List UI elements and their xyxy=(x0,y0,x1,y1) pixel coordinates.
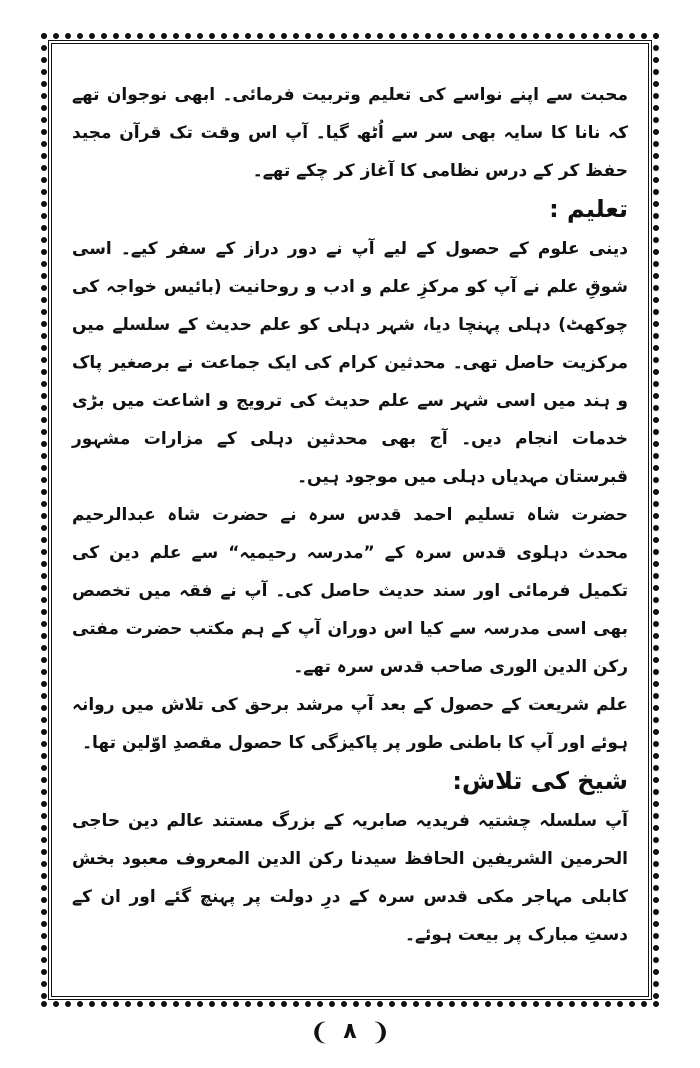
ornament-left-icon: ❨ xyxy=(370,1018,391,1046)
page-number xyxy=(0,1012,700,1052)
paragraph-sheikh: آپ سلسلہ چشتیہ فریدیہ صابریہ کے بزرگ مستند عالم دین حاجی الحرمین الشریفین الحافظ سیدنا رکن الدین المعروف معبود بخش کابلی مہاجر مکی قدس سرہ کے درِ دولت پر پہنچ گئے اور ان کے دستِ مبارک پر بیعت ہوئے۔ xyxy=(72,811,628,945)
page-content xyxy=(72,76,628,982)
ornament-right-icon: ❩ xyxy=(309,1018,330,1046)
heading-education: تعلیم : xyxy=(549,195,628,223)
paragraph-intro: محبت سے اپنے نواسے کی تعلیم وتربیت فرمائی۔ ابھی نوجوان تھے کہ نانا کا سایہ بھی سر سے اُٹھ گیا۔ آپ اس وقت تک قرآن مجید حفظ کر کے درس نظامی کا آغاز کر چکے تھے۔ xyxy=(72,85,628,181)
paragraph-education-2: حضرت شاہ تسلیم احمد قدس سرہ نے حضرت شاہ عبدالرحیم محدث دہلوی قدس سرہ کے ”مدرسہ رحیمیہ“ سے علم دین کی تکمیل فرمائی اور سند حدیث حاصل کی۔ آپ نے فقہ میں تخصص بھی اسی مدرسہ سے کیا اس دوران آپ کے ہم مکتب حضرت مفتی رکن الدین الوری صاحب قدس سرہ تھے۔ xyxy=(72,505,628,677)
page-number-value: ۸ xyxy=(343,1019,357,1044)
heading-search-for-sheikh: شیخ کی تلاش: xyxy=(452,767,628,795)
paragraph-education-1: دینی علوم کے حصول کے لیے آپ نے دور دراز کے سفر کیے۔ اسی شوقِ علم نے آپ کو مرکزِ علم و ادب و روحانیت (بائیس خواجہ کی چوکھٹ) دہلی پہنچا دیا، شہر دہلی کو علم حدیث کے سلسلے میں مرکزیت حاصل تھی۔ محدثین کرام کی ایک جماعت نے برصغیر پاک و ہند میں اسی شہر سے علم حدیث کی ترویج و اشاعت میں بڑی خدمات انجام دیں۔ آج بھی محدثین دہلی کے مزارات مشہور قبرستان مہدیاں دہلی میں موجود ہیں۔ xyxy=(72,239,628,487)
paragraph-education-3: علم شریعت کے حصول کے بعد آپ مرشد برحق کی تلاش میں روانہ ہوئے اور آپ کا باطنی طور پر پاکیزگی کا حصول مقصدِ اوّلین تھا۔ xyxy=(72,695,628,753)
